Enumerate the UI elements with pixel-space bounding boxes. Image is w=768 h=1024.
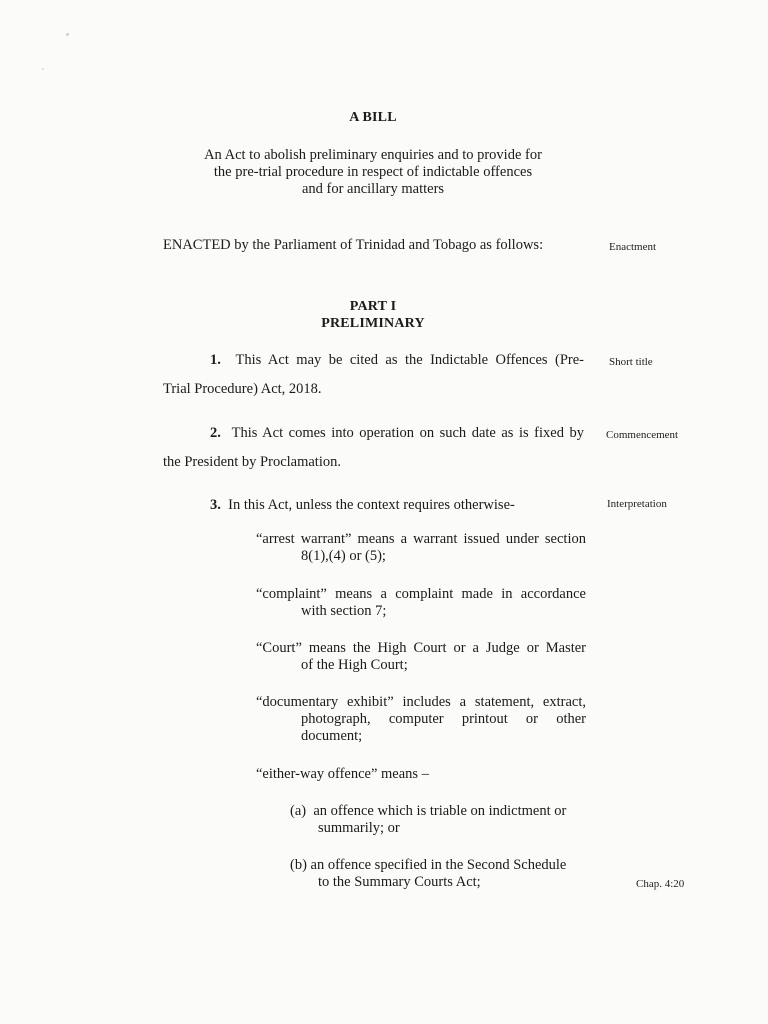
definition-line: photograph, computer printout or other xyxy=(301,711,586,727)
scan-speck xyxy=(66,33,69,36)
item-line xyxy=(290,857,590,874)
long-title-line: the pre-trial procedure in respect of indictable offences xyxy=(213,164,533,180)
definition-documentary-exhibit xyxy=(256,694,586,745)
section-1-line-2: Trial Procedure) Act, 2018. xyxy=(163,381,322,397)
item-text: an offence which is triable on indictment or xyxy=(313,803,567,819)
part-number: PART I xyxy=(349,299,397,314)
scan-speck xyxy=(42,68,44,70)
section-text: This Act comes into operation on such date as is fixed by xyxy=(231,425,584,441)
bill-heading: A BILL xyxy=(349,110,397,125)
section-number: 2. xyxy=(210,425,221,441)
section-1 xyxy=(163,351,584,398)
item-line xyxy=(290,803,590,820)
section-number: 1. xyxy=(210,352,221,368)
definition-court xyxy=(256,640,586,674)
long-title xyxy=(0,147,746,198)
section-1-line-1 xyxy=(163,351,584,369)
item-label: (a) xyxy=(290,803,307,819)
section-number: 3. xyxy=(210,497,221,513)
definition-line: of the High Court; xyxy=(301,657,408,673)
definition-either-way-offence: “either-way offence” means – xyxy=(256,766,429,782)
margin-note-chapter: Chap. 4:20 xyxy=(636,878,685,890)
long-title-line: An Act to abolish preliminary enquiries and to provide for xyxy=(204,147,542,163)
section-text: In this Act, unless the context requires otherwise- xyxy=(228,497,515,513)
definition-line: “documentary exhibit” includes a statement, extract, xyxy=(256,694,586,710)
margin-note-enactment: Enactment xyxy=(609,241,657,253)
definition-line: with section 7; xyxy=(301,603,387,619)
margin-note-commencement: Commencement xyxy=(606,429,679,441)
item-text: an offence specified in the Second Schedule xyxy=(310,857,567,873)
section-2-line-2: the President by Proclamation. xyxy=(163,454,341,470)
definition-arrest-warrant xyxy=(256,531,586,565)
section-text: This Act may be cited as the Indictable Offences (Pre- xyxy=(235,352,584,368)
item-label: (b) xyxy=(290,857,307,873)
definition-line: “arrest warrant” means a warrant issued under section xyxy=(256,531,586,547)
definition-line: “complaint” means a complaint made in accordance xyxy=(256,586,586,602)
definition-line: 8(1),(4) or (5); xyxy=(301,548,386,564)
item-line: summarily; or xyxy=(318,820,400,836)
enactment-clause: ENACTED by the Parliament of Trinidad and Tobago as follows: xyxy=(163,237,544,253)
section-2-line-1 xyxy=(163,424,584,442)
margin-note-short-title: Short title xyxy=(609,356,653,368)
definition-complaint xyxy=(256,586,586,620)
either-way-item-a xyxy=(290,803,590,837)
section-2 xyxy=(163,424,584,471)
part-heading xyxy=(0,298,746,332)
definition-line: “Court” means the High Court or a Judge or Master xyxy=(256,640,586,656)
definition-line: document; xyxy=(301,728,363,744)
long-title-line: and for ancillary matters xyxy=(301,181,445,197)
either-way-item-b xyxy=(290,857,590,891)
item-line: to the Summary Courts Act; xyxy=(318,874,481,890)
margin-note-interpretation: Interpretation xyxy=(607,498,667,510)
part-name: PRELIMINARY xyxy=(321,316,425,331)
section-3 xyxy=(210,496,515,514)
